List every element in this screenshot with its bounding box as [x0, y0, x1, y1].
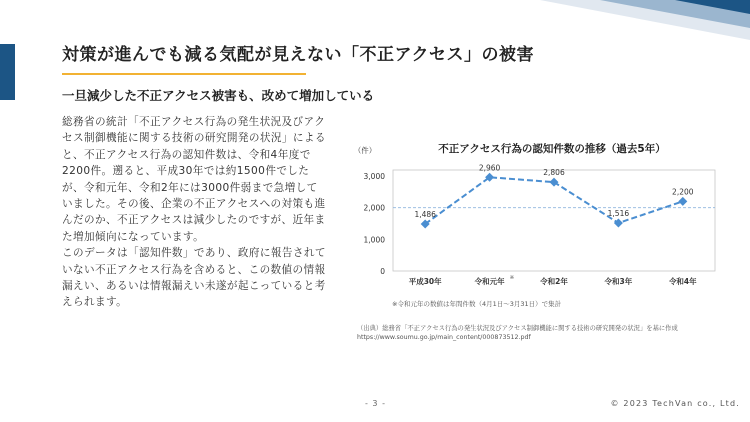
body-paragraph: 総務省の統計「不正アクセス行為の発生状況及びアクセス制御機能に関する技術の研究開発の状況」によると、不正アクセス行為の認知件数は、令和4年度で2200件。遡ると、平成30年では約1500件でしたが、令和元年、令和2年には3000件弱まで急増していました。その後、企業の不正アクセスへの対策も進んだのか、不正アクセスは減少したのですが、近年また増加傾向になっています。: [62, 116, 326, 243]
y-tick-label: 0: [380, 267, 385, 276]
accent-bar: [0, 44, 15, 100]
x-tick-label: 令和3年: [604, 277, 633, 286]
data-label: 1,516: [607, 208, 630, 218]
x-tick-label: 令和元年: [474, 277, 505, 286]
source-line: （出典）総務省「不正アクセス行為の発生状況及びアクセス制御機能に関する技術の研究開発の状況」を基に作成: [357, 325, 678, 332]
chart-note: ※令和元年の数値は年間件数（4月1日〜3月31日）で集計: [392, 300, 562, 308]
title-underline: [62, 73, 306, 75]
page-number: - 3 -: [365, 399, 386, 408]
y-axis-unit: （件）: [353, 146, 377, 155]
x-tick-label: 令和2年: [540, 277, 568, 286]
x-tick-label: 令和4年: [668, 277, 697, 286]
source-citation: [357, 324, 737, 342]
data-label: 2,806: [543, 168, 565, 178]
data-point: [678, 197, 687, 206]
body-text: [62, 114, 327, 311]
copyright: © 2023 TechVan co., Ltd.: [610, 399, 740, 408]
chart-title: 不正アクセス行為の認知件数の推移（過去5年）: [438, 143, 666, 155]
footnote-marker: ※: [509, 275, 515, 281]
y-tick-label: 1,000: [363, 235, 385, 245]
data-label: 1,486: [414, 209, 436, 219]
data-label: 2,960: [478, 163, 501, 173]
slide-subtitle: 一旦減少した不正アクセス被害も、改めて増加している: [62, 88, 375, 103]
y-tick-label: 2,000: [363, 203, 385, 213]
slide-title: 対策が進んでも減る気配が見えない「不正アクセス」の被害: [62, 45, 534, 65]
line-chart: [345, 130, 725, 320]
y-tick-label: 3,000: [363, 172, 385, 181]
source-url[interactable]: https://www.soumu.go.jp/main_content/000873512.pdf: [357, 334, 531, 341]
data-label: 2,200: [672, 187, 694, 197]
x-tick-label: 平成30年: [408, 277, 442, 286]
body-paragraph: このデータは「認知件数」であり、政府に報告されていない不正アクセス行為を含めると、この数値の情報漏えい、あるいは情報漏えい未遂が起こっていると考えられます。: [62, 247, 326, 309]
